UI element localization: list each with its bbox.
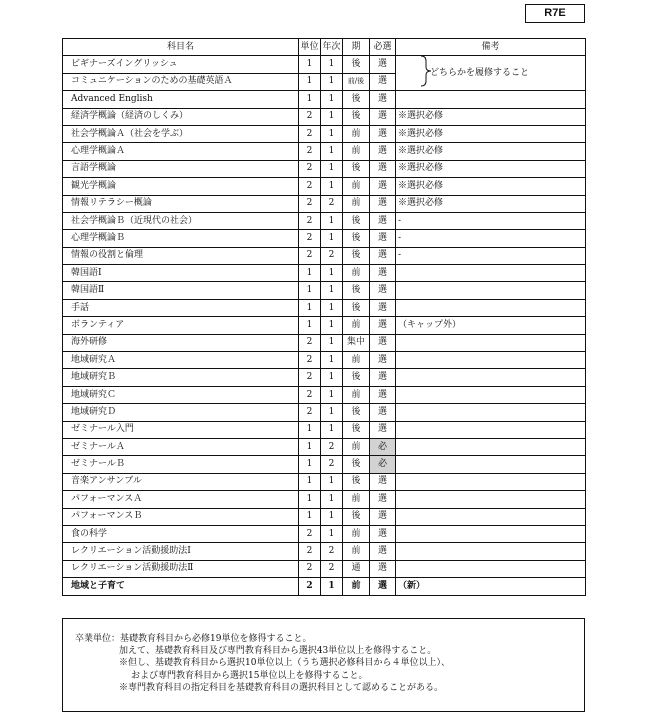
remarks-cell: ※選択必修 bbox=[396, 125, 586, 142]
term-cell: 前 bbox=[343, 143, 370, 160]
credits-cell: 2 bbox=[299, 247, 321, 264]
year-cell: 1 bbox=[321, 125, 343, 142]
requirement-line-1: 卒業単位：基礎教育科目から必修19単位を修得すること。 bbox=[75, 634, 312, 644]
credits-cell: 2 bbox=[299, 525, 321, 542]
year-cell: 2 bbox=[321, 456, 343, 473]
required-cell: 選 bbox=[370, 108, 396, 125]
credits-cell: 1 bbox=[299, 508, 321, 525]
year-cell: 2 bbox=[321, 247, 343, 264]
year-cell: 1 bbox=[321, 230, 343, 247]
required-cell: 選 bbox=[370, 560, 396, 577]
remarks-cell bbox=[396, 265, 586, 282]
credits-cell: 1 bbox=[299, 91, 321, 108]
either-course-note bbox=[420, 55, 580, 87]
year-cell: 1 bbox=[321, 212, 343, 229]
credits-cell: 2 bbox=[299, 125, 321, 142]
table-row bbox=[63, 91, 586, 108]
table-row bbox=[63, 125, 586, 142]
document-code: R7E bbox=[525, 4, 585, 23]
credits-cell: 2 bbox=[299, 404, 321, 421]
subject-cell: 社会学概論Ｂ（近現代の社会） bbox=[63, 212, 299, 229]
required-cell: 選 bbox=[370, 578, 396, 595]
term-cell: 後 bbox=[343, 456, 370, 473]
year-cell: 1 bbox=[321, 334, 343, 351]
subject-cell: 海外研修 bbox=[63, 334, 299, 351]
term-cell: 前 bbox=[343, 578, 370, 595]
header-year: 年次 bbox=[321, 39, 343, 56]
term-cell: 前 bbox=[343, 491, 370, 508]
credits-cell: 1 bbox=[299, 317, 321, 334]
term-cell: 後 bbox=[343, 282, 370, 299]
year-cell: 1 bbox=[321, 108, 343, 125]
table-row bbox=[63, 212, 586, 229]
credits-cell: 2 bbox=[299, 369, 321, 386]
remarks-cell bbox=[396, 491, 586, 508]
remarks-cell: - bbox=[396, 247, 586, 264]
term-cell: 前 bbox=[343, 178, 370, 195]
remarks-cell: ※選択必修 bbox=[396, 178, 586, 195]
remarks-cell: - bbox=[396, 230, 586, 247]
subject-cell: 音楽アンサンブル bbox=[63, 473, 299, 490]
required-cell: 選 bbox=[370, 525, 396, 542]
credits-cell: 1 bbox=[299, 73, 321, 90]
year-cell: 1 bbox=[321, 352, 343, 369]
term-cell: 前 bbox=[343, 525, 370, 542]
year-cell: 2 bbox=[321, 438, 343, 455]
table-row bbox=[63, 386, 586, 403]
remarks-cell bbox=[396, 334, 586, 351]
table-row bbox=[63, 421, 586, 438]
required-cell: 選 bbox=[370, 282, 396, 299]
remarks-cell bbox=[396, 386, 586, 403]
table-row bbox=[63, 369, 586, 386]
header-term: 期 bbox=[343, 39, 370, 56]
credits-cell: 1 bbox=[299, 265, 321, 282]
credits-cell: 1 bbox=[299, 473, 321, 490]
table-row bbox=[63, 230, 586, 247]
term-cell: 後 bbox=[343, 508, 370, 525]
year-cell: 1 bbox=[321, 143, 343, 160]
table-row bbox=[63, 404, 586, 421]
credits-cell: 2 bbox=[299, 543, 321, 560]
subject-cell: 経済学概論（経済のしくみ） bbox=[63, 108, 299, 125]
credits-cell: 2 bbox=[299, 160, 321, 177]
requirement-line-3: ※但し、基礎教育科目から選択10単位以上（うち選択必修科目から４単位以上）、 bbox=[119, 658, 450, 669]
remarks-cell bbox=[396, 508, 586, 525]
subject-cell: 社会学概論Ａ（社会を学ぶ） bbox=[63, 125, 299, 142]
credits-cell: 1 bbox=[299, 56, 321, 73]
table-row bbox=[63, 578, 586, 595]
credits-cell: 1 bbox=[299, 299, 321, 316]
term-cell: 後 bbox=[343, 473, 370, 490]
term-cell: 後 bbox=[343, 91, 370, 108]
table-row bbox=[63, 508, 586, 525]
year-cell: 1 bbox=[321, 525, 343, 542]
required-cell: 選 bbox=[370, 404, 396, 421]
table-row bbox=[63, 317, 586, 334]
year-cell: 1 bbox=[321, 265, 343, 282]
subject-cell: ゼミナールＢ bbox=[63, 456, 299, 473]
credits-cell: 1 bbox=[299, 491, 321, 508]
year-cell: 2 bbox=[321, 560, 343, 577]
brace-note-text: どちらかを履修すること bbox=[430, 68, 530, 78]
table-row bbox=[63, 247, 586, 264]
subject-cell: 心理学概論Ａ bbox=[63, 143, 299, 160]
credits-cell: 1 bbox=[299, 421, 321, 438]
remarks-cell bbox=[396, 473, 586, 490]
credits-cell: 1 bbox=[299, 456, 321, 473]
header-subject: 科目名 bbox=[63, 39, 299, 56]
remarks-cell bbox=[396, 282, 586, 299]
table-row bbox=[63, 282, 586, 299]
subject-cell: 韓国語Ⅱ bbox=[63, 282, 299, 299]
term-cell: 後 bbox=[343, 299, 370, 316]
requirement-line-4: および専門教育科目から選択15単位以上を修得すること。 bbox=[131, 670, 368, 681]
required-cell: 選 bbox=[370, 352, 396, 369]
requirement-line-5: ※専門教育科目の指定科目を基礎教育科目の選択科目として認めることがある。 bbox=[119, 682, 444, 693]
remarks-cell: - bbox=[396, 212, 586, 229]
remarks-cell: ※選択必修 bbox=[396, 143, 586, 160]
subject-cell: 観光学概論 bbox=[63, 178, 299, 195]
remarks-cell bbox=[396, 421, 586, 438]
year-cell: 1 bbox=[321, 386, 343, 403]
remarks-cell bbox=[396, 438, 586, 455]
year-cell: 1 bbox=[321, 282, 343, 299]
credits-cell: 2 bbox=[299, 578, 321, 595]
subject-cell: ゼミナールＡ bbox=[63, 438, 299, 455]
requirement-line-2: 加えて、基礎教育科目及び専門教育科目から選択43単位以上を修得すること。 bbox=[119, 646, 437, 657]
table-row bbox=[63, 143, 586, 160]
subject-cell: レクリエーション活動援助法Ⅰ bbox=[63, 543, 299, 560]
required-cell: 必 bbox=[370, 438, 396, 455]
subject-cell: 韓国語Ⅰ bbox=[63, 265, 299, 282]
required-cell: 選 bbox=[370, 473, 396, 490]
table-row bbox=[63, 352, 586, 369]
required-cell: 選 bbox=[370, 125, 396, 142]
term-cell: 前 bbox=[343, 438, 370, 455]
subject-cell: 地域研究Ｂ bbox=[63, 369, 299, 386]
header-credits: 単位 bbox=[299, 39, 321, 56]
year-cell: 2 bbox=[321, 543, 343, 560]
required-cell: 選 bbox=[370, 265, 396, 282]
term-cell: 後 bbox=[343, 404, 370, 421]
term-cell: 後 bbox=[343, 247, 370, 264]
year-cell: 1 bbox=[321, 73, 343, 90]
remarks-cell: ※選択必修 bbox=[396, 160, 586, 177]
required-cell: 選 bbox=[370, 491, 396, 508]
remarks-cell bbox=[396, 91, 586, 108]
credits-cell: 2 bbox=[299, 212, 321, 229]
credits-cell: 1 bbox=[299, 438, 321, 455]
subject-cell: コミュニケーションのための基礎英語Ａ bbox=[63, 73, 299, 90]
required-cell: 必 bbox=[370, 456, 396, 473]
required-cell: 選 bbox=[370, 247, 396, 264]
subject-cell: ゼミナール入門 bbox=[63, 421, 299, 438]
term-cell: 前 bbox=[343, 386, 370, 403]
required-cell: 選 bbox=[370, 508, 396, 525]
credits-cell: 2 bbox=[299, 386, 321, 403]
year-cell: 1 bbox=[321, 404, 343, 421]
table-row bbox=[63, 473, 586, 490]
term-cell: 前 bbox=[343, 543, 370, 560]
term-cell: 前 bbox=[343, 125, 370, 142]
term-cell: 前 bbox=[343, 317, 370, 334]
required-cell: 選 bbox=[370, 369, 396, 386]
table-row bbox=[63, 299, 586, 316]
term-cell: 後 bbox=[343, 369, 370, 386]
required-cell: 選 bbox=[370, 212, 396, 229]
required-cell: 選 bbox=[370, 421, 396, 438]
table-body bbox=[63, 56, 586, 595]
remarks-cell: （新） bbox=[396, 578, 586, 595]
table-row bbox=[63, 491, 586, 508]
subject-cell: 心理学概論Ｂ bbox=[63, 230, 299, 247]
year-cell: 1 bbox=[321, 160, 343, 177]
year-cell: 1 bbox=[321, 178, 343, 195]
table-row bbox=[63, 560, 586, 577]
remarks-cell bbox=[396, 369, 586, 386]
term-cell: 前/後 bbox=[343, 73, 370, 90]
subject-cell: 地域研究Ａ bbox=[63, 352, 299, 369]
year-cell: 1 bbox=[321, 91, 343, 108]
subject-cell: 食の科学 bbox=[63, 525, 299, 542]
remarks-cell: ※選択必修 bbox=[396, 195, 586, 212]
credits-cell: 2 bbox=[299, 108, 321, 125]
required-cell: 選 bbox=[370, 91, 396, 108]
term-cell: 後 bbox=[343, 56, 370, 73]
subject-cell: レクリエーション活動援助法Ⅱ bbox=[63, 560, 299, 577]
credits-cell: 2 bbox=[299, 143, 321, 160]
subject-cell: 情報の役割と倫理 bbox=[63, 247, 299, 264]
table-row bbox=[63, 456, 586, 473]
required-cell: 選 bbox=[370, 56, 396, 73]
required-cell: 選 bbox=[370, 160, 396, 177]
course-table bbox=[62, 38, 586, 596]
year-cell: 2 bbox=[321, 195, 343, 212]
subject-cell: パフォーマンスＡ bbox=[63, 491, 299, 508]
subject-cell: Advanced English bbox=[63, 91, 299, 108]
term-cell: 後 bbox=[343, 421, 370, 438]
remarks-cell bbox=[396, 404, 586, 421]
header-remarks: 備考 bbox=[396, 39, 586, 56]
year-cell: 1 bbox=[321, 491, 343, 508]
term-cell: 集中 bbox=[343, 334, 370, 351]
required-cell: 選 bbox=[370, 543, 396, 560]
subject-cell: 地域研究Ｄ bbox=[63, 404, 299, 421]
credits-cell: 2 bbox=[299, 230, 321, 247]
credits-cell: 2 bbox=[299, 334, 321, 351]
credits-cell: 2 bbox=[299, 195, 321, 212]
year-cell: 1 bbox=[321, 508, 343, 525]
subject-cell: ボランティア bbox=[63, 317, 299, 334]
table-row bbox=[63, 160, 586, 177]
table-row bbox=[63, 334, 586, 351]
term-cell: 前 bbox=[343, 195, 370, 212]
credits-cell: 1 bbox=[299, 282, 321, 299]
table-row bbox=[63, 108, 586, 125]
year-cell: 1 bbox=[321, 317, 343, 334]
year-cell: 1 bbox=[321, 56, 343, 73]
subject-cell: 情報リテラシー概論 bbox=[63, 195, 299, 212]
subject-cell: 地域と子育て bbox=[63, 578, 299, 595]
credits-cell: 2 bbox=[299, 178, 321, 195]
term-cell: 通 bbox=[343, 560, 370, 577]
table-header-row bbox=[63, 39, 586, 56]
credits-cell: 2 bbox=[299, 560, 321, 577]
subject-cell: 地域研究Ｃ bbox=[63, 386, 299, 403]
required-cell: 選 bbox=[370, 386, 396, 403]
year-cell: 1 bbox=[321, 299, 343, 316]
header-required: 必選 bbox=[370, 39, 396, 56]
table-row bbox=[63, 438, 586, 455]
remarks-cell bbox=[396, 543, 586, 560]
term-cell: 前 bbox=[343, 352, 370, 369]
table-row bbox=[63, 195, 586, 212]
subject-cell: 手話 bbox=[63, 299, 299, 316]
required-cell: 選 bbox=[370, 195, 396, 212]
year-cell: 1 bbox=[321, 578, 343, 595]
term-cell: 後 bbox=[343, 160, 370, 177]
year-cell: 1 bbox=[321, 473, 343, 490]
remarks-cell bbox=[396, 525, 586, 542]
year-cell: 1 bbox=[321, 369, 343, 386]
remarks-cell bbox=[396, 456, 586, 473]
remarks-cell: （キャップ外） bbox=[396, 317, 586, 334]
remarks-cell bbox=[396, 352, 586, 369]
credits-cell: 2 bbox=[299, 352, 321, 369]
term-cell: 後 bbox=[343, 108, 370, 125]
term-cell: 前 bbox=[343, 265, 370, 282]
subject-cell: パフォーマンスＢ bbox=[63, 508, 299, 525]
required-cell: 選 bbox=[370, 143, 396, 160]
remarks-cell bbox=[396, 299, 586, 316]
table-row bbox=[63, 265, 586, 282]
required-cell: 選 bbox=[370, 230, 396, 247]
subject-cell: 言語学概論 bbox=[63, 160, 299, 177]
required-cell: 選 bbox=[370, 299, 396, 316]
required-cell: 選 bbox=[370, 178, 396, 195]
term-cell: 後 bbox=[343, 212, 370, 229]
table-row bbox=[63, 525, 586, 542]
term-cell: 後 bbox=[343, 230, 370, 247]
required-cell: 選 bbox=[370, 317, 396, 334]
remarks-cell: ※選択必修 bbox=[396, 108, 586, 125]
graduation-requirements bbox=[62, 618, 585, 712]
year-cell: 1 bbox=[321, 421, 343, 438]
remarks-cell bbox=[396, 560, 586, 577]
subject-cell: ビギナーズイングリッシュ bbox=[63, 56, 299, 73]
required-cell: 選 bbox=[370, 334, 396, 351]
required-cell: 選 bbox=[370, 73, 396, 90]
table-row bbox=[63, 178, 586, 195]
table-row bbox=[63, 543, 586, 560]
